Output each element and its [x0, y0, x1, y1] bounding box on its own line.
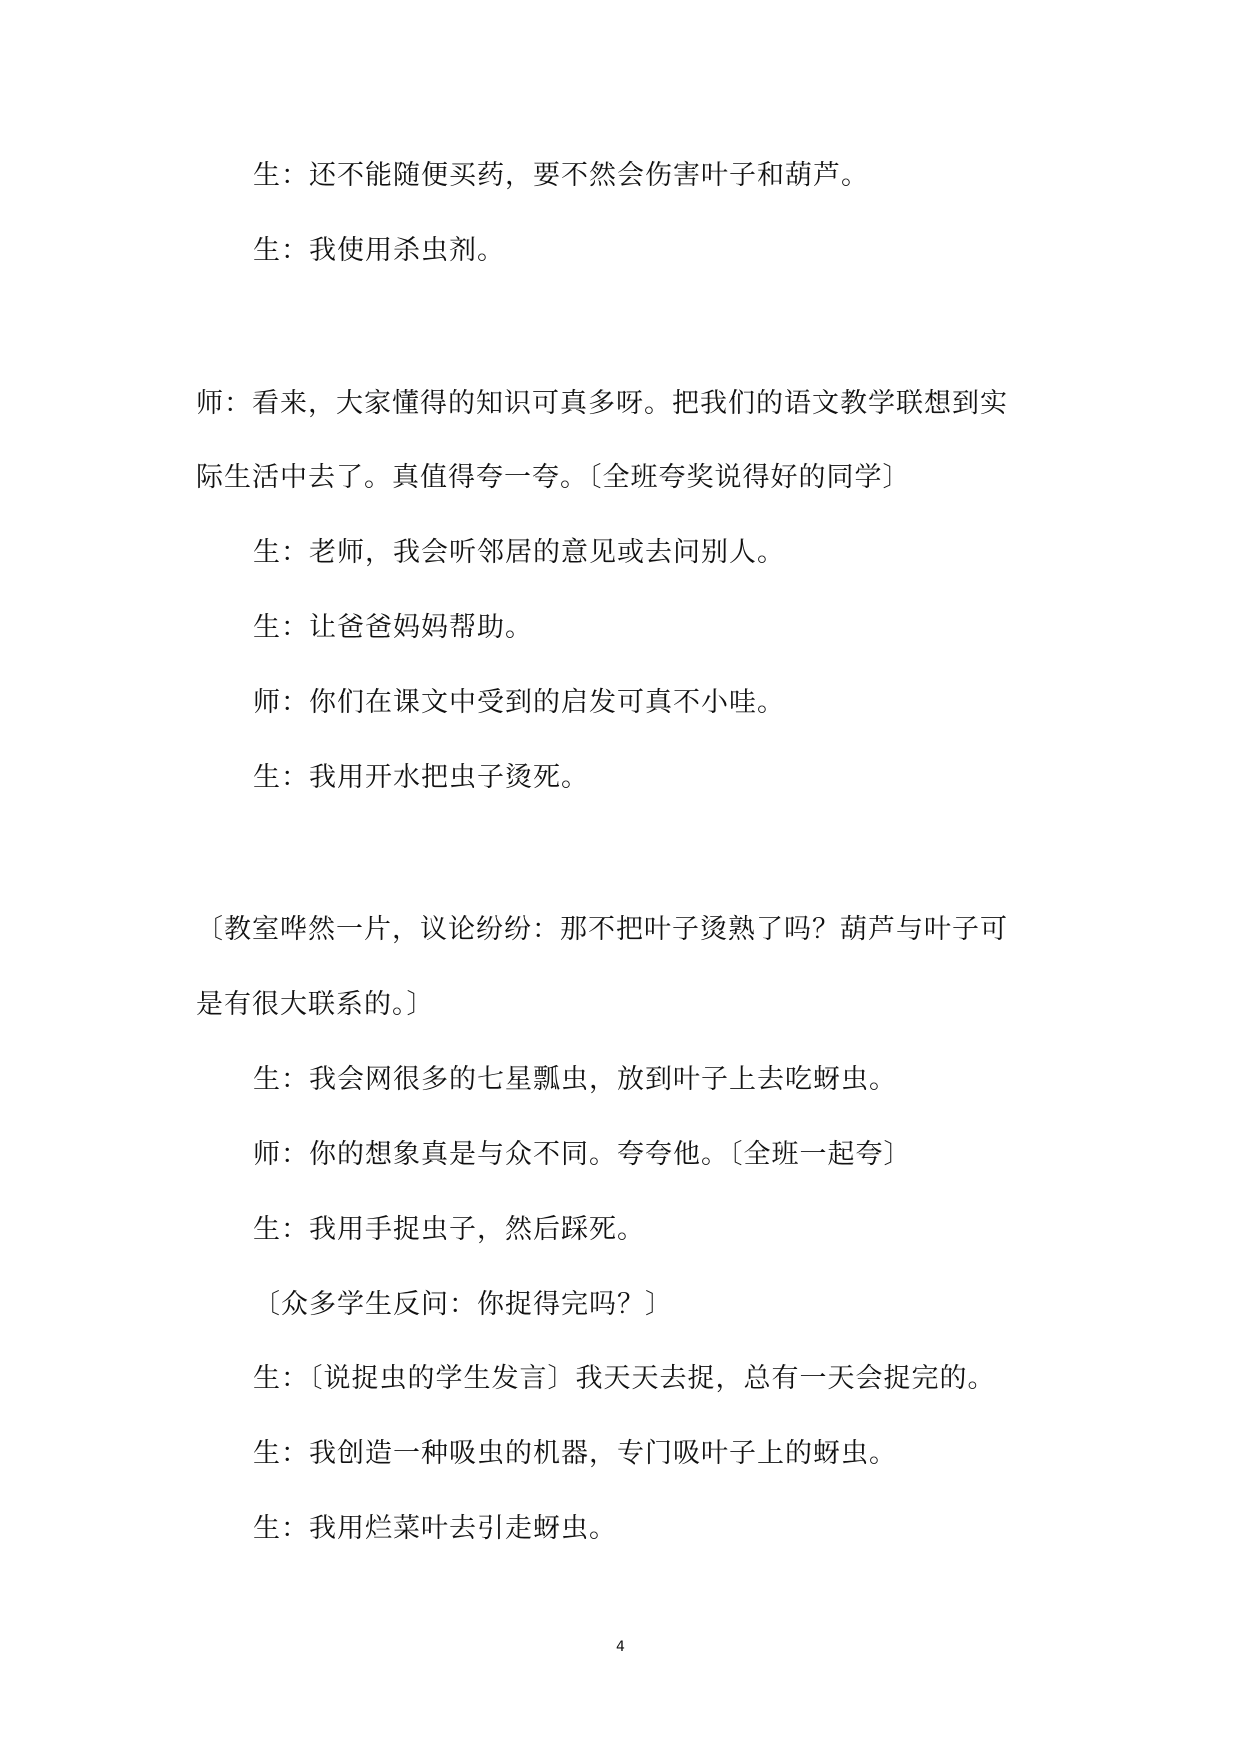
- narration-line: 是有很大联系的。〕: [196, 989, 435, 1020]
- dialogue-line: 生：我用开水把虫子烫死。: [253, 762, 589, 793]
- dialogue-line: 生：我会网很多的七星瓢虫，放到叶子上去吃蚜虫。: [253, 1064, 897, 1095]
- narration-line: 〔教室哗然一片，议论纷纷：那不把叶子烫熟了吗？葫芦与叶子可: [196, 914, 1008, 945]
- dialogue-line: 生：还不能随便买药，要不然会伤害叶子和葫芦。: [253, 160, 869, 191]
- dialogue-line: 生：让爸爸妈妈帮助。: [253, 612, 533, 643]
- dialogue-line: 生：我使用杀虫剂。: [253, 235, 505, 266]
- dialogue-line: 师：你们在课文中受到的启发可真不小哇。: [253, 687, 785, 718]
- dialogue-line: 际生活中去了。真值得夸一夸。〔全班夸奖说得好的同学〕: [196, 462, 911, 493]
- dialogue-line: 师：看来，大家懂得的知识可真多呀。把我们的语文教学联想到实: [196, 388, 1008, 419]
- dialogue-line: 生：老师，我会听邻居的意见或去问别人。: [253, 537, 785, 568]
- dialogue-line: 师：你的想象真是与众不同。夸夸他。〔全班一起夸〕: [253, 1139, 912, 1170]
- page-number: 4: [616, 1639, 625, 1655]
- dialogue-line: 生：我创造一种吸虫的机器，专门吸叶子上的蚜虫。: [253, 1438, 897, 1469]
- dialogue-line: 生：我用手捉虫子，然后踩死。: [253, 1214, 645, 1245]
- narration-line: 〔众多学生反问：你捉得完吗？〕: [253, 1289, 673, 1320]
- dialogue-line: 生：〔说捉虫的学生发言〕我天天去捉，总有一天会捉完的。: [253, 1363, 996, 1394]
- dialogue-line: 生：我用烂菜叶去引走蚜虫。: [253, 1513, 617, 1544]
